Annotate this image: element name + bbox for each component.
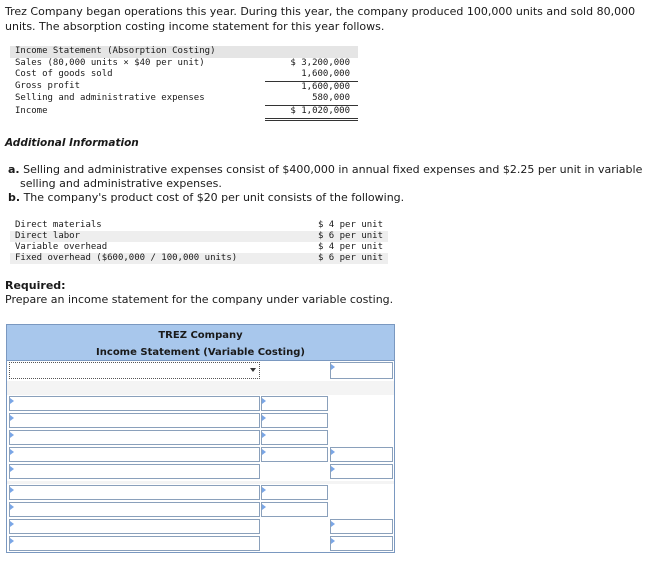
line-item-input[interactable]	[9, 519, 260, 534]
absorption-income-statement	[10, 46, 358, 121]
info-item-a	[8, 163, 668, 191]
input-marker-icon	[262, 449, 266, 455]
item-a-label: a.	[8, 163, 20, 176]
cost-value: $ 4 per unit	[318, 220, 388, 231]
amount-input[interactable]	[261, 396, 328, 411]
row-value: $ 1,020,000	[265, 105, 358, 119]
input-marker-icon	[10, 487, 14, 493]
input-marker-icon	[10, 521, 14, 527]
info-item-b	[8, 191, 404, 205]
row-label: Sales (80,000 units × $40 per unit)	[15, 57, 205, 68]
item-a-text: Selling and administrative expenses consist of $400,000 in annual fixed expenses and $2.25 per unit in variable selling and administrative expenses.	[20, 163, 643, 190]
intro-text: Trez Company began operations this year. During this year, the company produced 100,000 units and sold 80,000 units. The absorption costing income statement for this year follows.	[5, 5, 636, 33]
amount-input[interactable]	[330, 464, 393, 479]
input-marker-icon	[262, 415, 266, 421]
spacer-band	[7, 481, 394, 484]
row-label: Income	[15, 106, 48, 117]
cost-value: $ 6 per unit	[318, 253, 388, 264]
form-statement-title: Income Statement (Variable Costing)	[96, 347, 305, 358]
input-marker-icon	[10, 538, 14, 544]
input-marker-icon	[331, 466, 335, 472]
spacer-band	[7, 381, 394, 395]
product-cost-table	[10, 220, 388, 264]
amount-input[interactable]	[261, 502, 328, 517]
row-label: Gross profit	[15, 81, 81, 92]
item-b-label: b.	[8, 191, 21, 204]
input-marker-icon	[331, 521, 335, 527]
input-marker-icon	[331, 364, 335, 370]
amount-input[interactable]	[261, 430, 328, 445]
amount-input[interactable]	[261, 485, 328, 500]
amount-input[interactable]	[330, 447, 393, 462]
input-marker-icon	[10, 415, 14, 421]
amount-input[interactable]	[261, 447, 328, 462]
line-item-input[interactable]	[9, 485, 260, 500]
additional-info-title: Additional Information	[5, 137, 139, 149]
item-b-text: The company's product cost of $20 per unit consists of the following.	[23, 191, 405, 204]
cost-label: Direct labor	[10, 231, 318, 242]
input-marker-icon	[262, 398, 266, 404]
row-value: $ 3,200,000	[290, 57, 350, 68]
line-item-input[interactable]	[9, 502, 260, 517]
row-label: Cost of goods sold	[15, 69, 113, 80]
input-marker-icon	[262, 487, 266, 493]
amount-input[interactable]	[261, 413, 328, 428]
cost-label: Direct materials	[10, 220, 318, 231]
absorption-title: Income Statement (Absorption Costing)	[10, 46, 358, 58]
form-header	[7, 325, 394, 361]
chevron-down-icon	[250, 368, 256, 372]
line-item-input[interactable]	[9, 447, 260, 462]
line-item-input[interactable]	[9, 536, 260, 551]
line-item-dropdown[interactable]	[9, 362, 260, 379]
input-marker-icon	[10, 449, 14, 455]
input-marker-icon	[10, 504, 14, 510]
form-company-name: TREZ Company	[158, 330, 243, 341]
amount-input[interactable]	[330, 362, 393, 379]
line-item-input[interactable]	[9, 396, 260, 411]
cost-label: Fixed overhead ($600,000 / 100,000 units)	[10, 253, 318, 264]
required-text: Prepare an income statement for the company under variable costing.	[5, 293, 394, 306]
row-value: 580,000	[265, 93, 358, 105]
cost-label: Variable overhead	[10, 242, 318, 253]
row-label: Selling and administrative expenses	[15, 93, 205, 104]
input-marker-icon	[10, 398, 14, 404]
line-item-input[interactable]	[9, 430, 260, 445]
required-title: Required:	[5, 279, 66, 292]
input-marker-icon	[331, 449, 335, 455]
input-marker-icon	[10, 466, 14, 472]
line-item-input[interactable]	[9, 464, 260, 479]
input-marker-icon	[262, 504, 266, 510]
amount-input[interactable]	[330, 519, 393, 534]
cost-value: $ 6 per unit	[318, 231, 388, 242]
input-marker-icon	[331, 538, 335, 544]
cost-value: $ 4 per unit	[318, 242, 388, 253]
input-marker-icon	[262, 432, 266, 438]
amount-input[interactable]	[330, 536, 393, 551]
variable-costing-form	[6, 324, 395, 553]
row-value: 1,600,000	[301, 81, 350, 92]
input-marker-icon	[10, 432, 14, 438]
line-item-input[interactable]	[9, 413, 260, 428]
row-value: 1,600,000	[265, 69, 358, 81]
